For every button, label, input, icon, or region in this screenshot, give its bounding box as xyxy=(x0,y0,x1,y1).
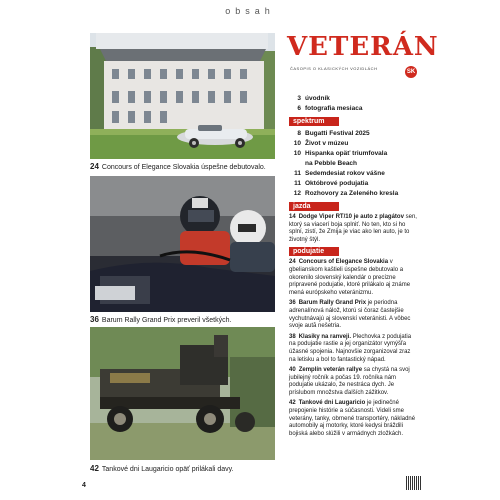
caption-text: Concours of Elegance Slovakia úspešne debutovalo. xyxy=(101,164,266,171)
logo-subtitle: ČASOPIS O KLASICKÝCH VOZIDLÁCH xyxy=(290,66,378,71)
toc-entry: 42 Tankové dni Laugaricio je jedinečné prepojenie histórie a súčasnosti. Videli sme veterány, tanky, obrnené transportéry, nákladné automobily aj motorky, ktoré kedysi bráždili bojiská alebo slúžili v armádnych zložkách. xyxy=(289,400,416,437)
caption-page-number: 36 xyxy=(90,315,99,324)
photo-caption-1 xyxy=(90,162,275,172)
section-label-podujatie: podujatie xyxy=(289,247,339,256)
photo-concours-mansion xyxy=(90,33,275,159)
toc-entry-description: sa chystá na svoj jubilejný ročník a počas 19. ročníka nám podujatie ukázalo, že nestráca dych. Je príslubom množstva ďalších zážitkov. xyxy=(289,367,410,396)
photo-vintage-truck xyxy=(90,327,275,460)
logo-title: VETERÁN xyxy=(287,32,439,62)
toc-entry-description: sen, ktorý sa viacerí boja splniť. No ten, kto si ho splní, zistí, že Zmija je viac ako len auto, je to životný štýl. xyxy=(289,214,417,243)
toc-item: 6 fotografia mesiaca xyxy=(297,105,363,112)
toc-entry: 24 Concours of Elegance Slovakia v gbelianskom kaštieli úspešne debutovalo a okorenilo slovenský kalendár o precízne pripravené podujatie, ktoré prilákalo aj známe mená európskeho veteránizmu. xyxy=(289,259,411,296)
toc-entry-description: Plechovka z podujatia na podujatie rastie a jej organizátor vymýšľa úžasné spojenia. Najnovšie zorganizoval zraz na letisku a bol to fantastický nápad. xyxy=(289,333,412,363)
toc-item: 12 Rozhovory za Zeleného kresla xyxy=(293,190,399,197)
toc-entry-description: v gbelianskom kaštieli úspešne debutovalo a okorenilo slovenský kalendár o precízne pripravené podujatie, ktoré prilákalo aj známe mená európskeho veteránizmu. xyxy=(289,259,411,296)
toc-entry-description: je periodna adrenalínová nálož, ktorú si čoraz častejšie vychutnávajú aj slovenskí veteránisti. A vôbec svoje aută nešetria. xyxy=(289,300,411,330)
toc-item: 10 Život v múzeu xyxy=(293,140,349,147)
photo-caption-3 xyxy=(90,464,275,474)
magazine-logo xyxy=(287,22,439,82)
photo-caption-2 xyxy=(90,315,275,325)
caption-page-number: 24 xyxy=(90,162,99,171)
barcode-icon xyxy=(406,476,422,490)
country-badge: SK xyxy=(405,66,417,78)
toc-entry: 36 Barum Rally Grand Prix je periodna adrenalínová nálož, ktorú si čoraz častejšie vychutnávajú aj slovenskí veteránisti. A vôbec svoje aută nešetria. xyxy=(289,300,411,330)
caption-text: Barum Rally Grand Prix preveril všetkých. xyxy=(101,317,232,324)
toc-item: 3 úvodník xyxy=(297,95,330,102)
section-label-jazda: jazda xyxy=(289,202,339,211)
caption-text: Tankové dni Laugaricio opäť prilákali davy. xyxy=(101,466,234,473)
toc-entry-description: je jedinečné prepojenie histórie a súčasnosti. Videli sme veterány, tanky, obrnené transportéry, nákladné automobily aj motorky, ktoré kedysi bráždili bojiská alebo slúžili v armádnych zložkách. xyxy=(289,400,416,437)
page-header: obsah xyxy=(225,6,275,16)
toc-entry: 38 Klasiky na ranveji. Plechovka z podujatia na podujatie rastie a jej organizátor vymýšľa úžasné spojenia. Najnovšie zorganizoval zraz na letisku a bol to fantastický nápad. xyxy=(289,333,412,363)
section-label-spektrum: spektrum xyxy=(289,117,339,126)
toc-entry: 14 Dodge Viper RT/10 je auto z plagátov sen, ktorý sa viacerí boja splniť. No ten, kto si ho splní, zistí, že Zmija je viac ako len auto, je to životný štýl. xyxy=(289,214,417,243)
caption-page-number: 42 xyxy=(90,464,99,473)
toc-item: 8 Bugatti Festival 2025 xyxy=(297,130,370,137)
toc-item: 10 Hispanka opäť triumfovala xyxy=(293,150,388,157)
table-of-contents xyxy=(289,94,417,441)
photo-rally-drivers xyxy=(90,176,275,312)
toc-entry: 40 Zemplín veterán rallye sa chystá na svoj jubilejný ročník a počas 19. ročníka nám podujatie ukázalo, že nestráca dych. Je príslubom množstva ďalších zážitkov. xyxy=(289,367,410,396)
toc-item: 11 Októbrové podujatia xyxy=(294,180,369,187)
toc-item: na Pebble Beach xyxy=(305,160,358,167)
page-number: 4 xyxy=(82,482,86,489)
toc-item: 11 Sedemdesiat rokov vášne xyxy=(294,170,385,177)
